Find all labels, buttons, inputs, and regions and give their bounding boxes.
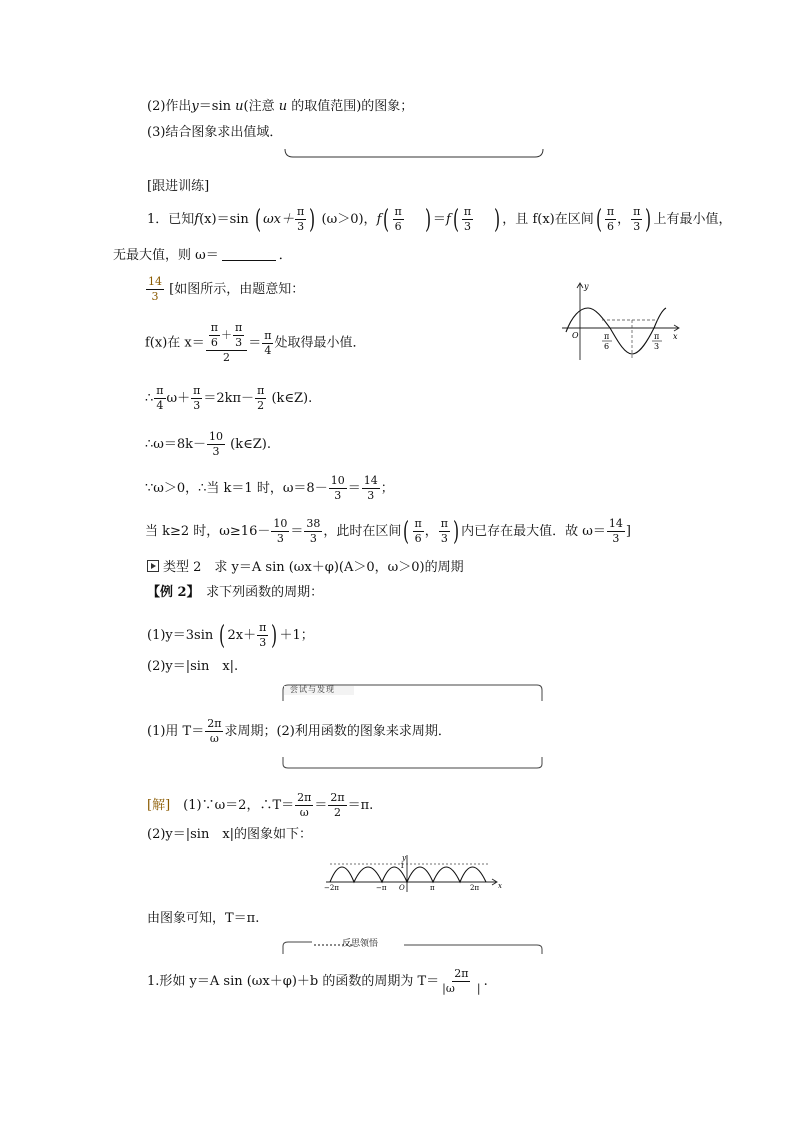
follow-up-label: [跟进训练] bbox=[147, 179, 210, 194]
try-box-header: 尝试与发现 bbox=[290, 685, 335, 694]
tick-pi-6-num: π bbox=[604, 332, 610, 341]
answer-line-4: ∴ω＝8k－ $\frac{10}{3}$ (k∈Z). bbox=[145, 430, 271, 459]
abs-sine-graph-figure bbox=[320, 852, 510, 896]
answer-line-2: f(x)在 x＝ $\frac{\pi}{6}$ ＋ $\frac{\pi}{3}$ 2 ＝ $\frac{\pi}{4}$ 处取得最小值． bbox=[145, 321, 366, 365]
answer-line-6: 当 k≥2 时，ω≥16－ $\frac{10}{3}$ ＝ $\frac{38}{3}$ ，此时在区间( $\frac{\pi}{6}$ ， $\frac{\pi}{3}$ ) 内已存在最大值．故 ω＝ $\frac{14}{3}$ ] bbox=[145, 516, 631, 547]
y-label: y bbox=[402, 854, 406, 862]
solution-line-1: [解] (1)∵ω＝2，∴T＝ $\frac{2\pi}{\omega}$ ＝ $\frac{2\pi}{2}$ ＝π. bbox=[147, 791, 374, 820]
answer-blank bbox=[222, 248, 276, 261]
reflect-header: 反思领悟 bbox=[342, 939, 379, 949]
step-3: (3)结合图象求出值域． bbox=[147, 125, 283, 140]
tick-pi-3-den: 3 bbox=[654, 342, 660, 351]
problem-1-line-1: 1．已知f(x)＝sin ( ωx＋ $\frac{\pi}{3}$ ) (ω＞0)，f( $\frac{\pi}{6}$ ) ＝f( $\frac{\pi}{3}$ ) ，且 f(x)在区间( $\frac{\pi}{6}$ ， $\frac{\pi}{3}$ ) 上有最小值， bbox=[147, 204, 732, 235]
y-tick-1: 1 bbox=[400, 862, 405, 870]
example-2-part-2: (2)y＝|sin x|. bbox=[147, 659, 239, 674]
tick-neg-2pi: −2π bbox=[324, 884, 339, 892]
example-2-part-1: (1)y＝3sin ( 2x＋ $\frac{\pi}{3}$ ) ＋1； bbox=[147, 620, 314, 651]
y-label: y bbox=[584, 282, 589, 291]
origin-label: O bbox=[399, 884, 405, 892]
answer-line-5: ∵ω＞0，∴当 k＝1 时，ω＝8－ $\frac{10}{3}$ ＝ $\frac{14}{3}$ ； bbox=[145, 474, 394, 503]
x-label: x bbox=[498, 882, 502, 890]
try-box-text: (1)用 T＝ $\frac{2\pi}{\omega}$ 求周期；(2)利用函数的图象来求周期． bbox=[147, 717, 451, 746]
answer-line-1: $\frac{14}{3}$ [如图所示，由题意知： bbox=[148, 275, 305, 304]
tick-pi-3-num: π bbox=[654, 332, 660, 341]
reflect-top-bar bbox=[282, 940, 544, 956]
section-end-divider bbox=[284, 148, 544, 164]
answer-line-3: ∴ $\frac{\pi}{4}$ ω＋ $\frac{\pi}{3}$ ＝2kπ－ $\frac{\pi}{2}$ (k∈Z). bbox=[145, 384, 313, 413]
tick-pi-6-den: 6 bbox=[604, 342, 610, 351]
problem-1-line-2: 无最大值，则 ω＝ ． bbox=[113, 248, 292, 263]
type-2-heading: 类型 2 求 y＝A sin (ωx＋φ)(A＞0，ω＞0)的周期 bbox=[147, 560, 464, 574]
play-triangle-icon bbox=[147, 560, 159, 572]
tick-neg-pi: −π bbox=[376, 884, 387, 892]
sine-curve bbox=[566, 308, 666, 354]
tick-pi: π bbox=[430, 884, 435, 892]
sine-graph-figure bbox=[558, 280, 688, 364]
solution-line-2: (2)y＝|sin x|的图象如下： bbox=[147, 827, 313, 842]
tick-2pi: 2π bbox=[470, 884, 480, 892]
x-label: x bbox=[673, 332, 678, 341]
abs-sine-curve bbox=[330, 867, 486, 882]
try-box-bottom-bar bbox=[282, 756, 544, 770]
example-2-heading: 【例 2】 求下列函数的周期： bbox=[147, 585, 324, 600]
solution-line-3: 由图象可知，T＝π. bbox=[147, 911, 260, 926]
reflect-line-1: 1.形如 y＝A sin (ωx＋φ)＋b 的函数的周期为 T＝ $\frac{2\pi}{|\omega |}$ . bbox=[147, 967, 488, 996]
origin-label: O bbox=[572, 331, 579, 340]
step-2: (2)作出y＝sin u(注意 u 的取值范围)的图象； bbox=[147, 99, 414, 114]
